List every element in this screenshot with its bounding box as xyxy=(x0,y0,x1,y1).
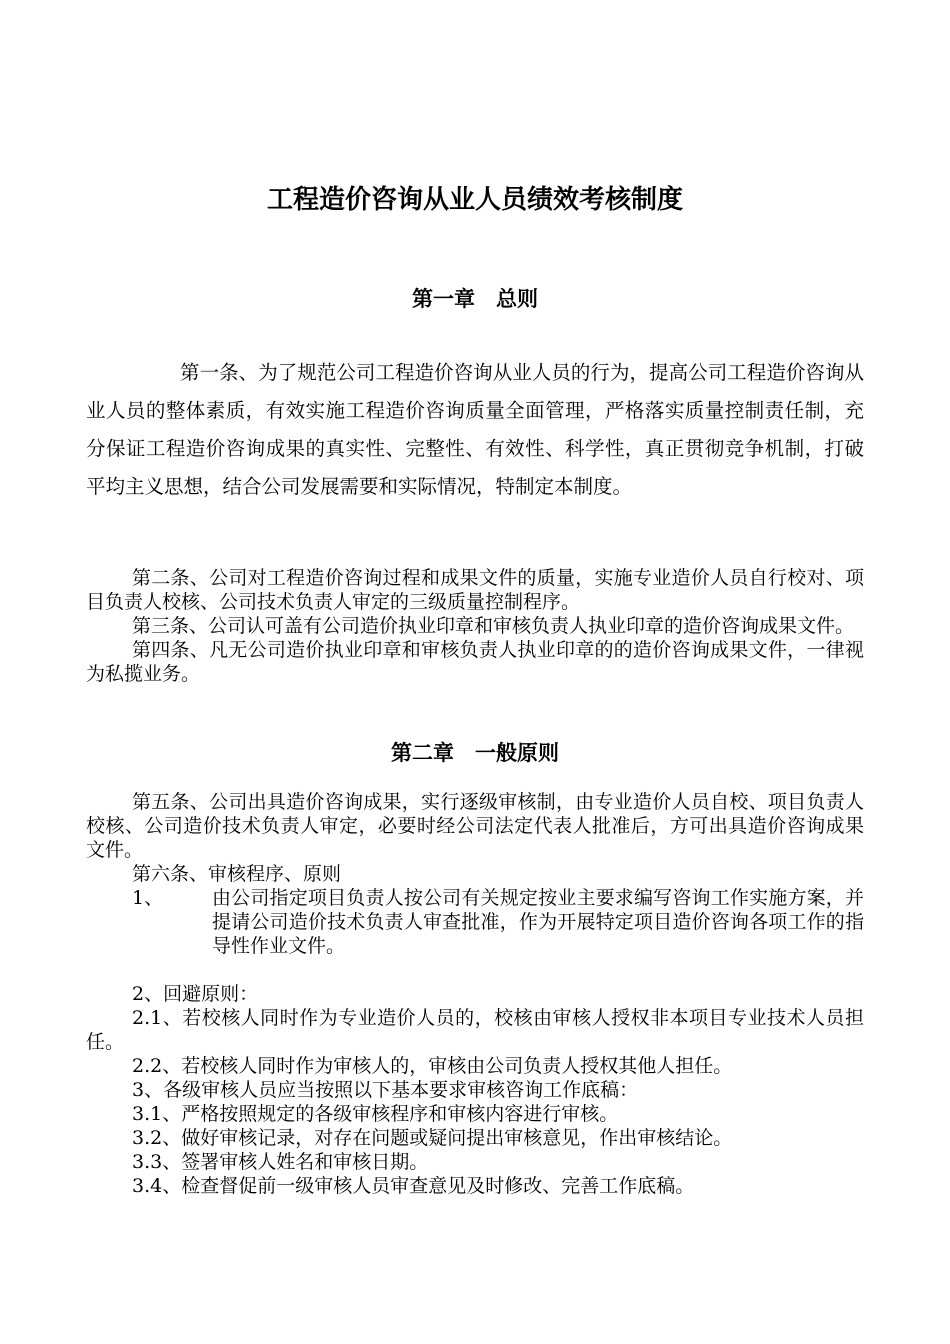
document-title: 工程造价咨询从业人员绩效考核制度 xyxy=(266,185,683,215)
list-item-2: 2、回避原则： xyxy=(132,983,259,1005)
list-item-3-3: 3.3、签署审核人姓名和审核日期。 xyxy=(132,1151,429,1173)
list-item-3-4: 3.4、检查督促前一级审核人员审查意见及时修改、完善工作底稿。 xyxy=(132,1175,695,1197)
list-item-3-2: 3.2、做好审核记录，对存在问题或疑问提出审核意见，作出审核结论。 xyxy=(132,1127,733,1149)
article-2: 第二条、公司对工程造价咨询过程和成果文件的质量，实施专业造价人员自行校对、项目负责人校核、公司技术负责人审定的三级质量控制程序。 xyxy=(86,567,864,613)
chapter-1-articles xyxy=(86,566,864,686)
list-item-1-text: 由公司指定项目负责人按公司有关规定按业主要求编写咨询工作实施方案，并提请公司造价技术负责人审查批准，作为开展特定项目造价咨询各项工作的指导性作业文件。 xyxy=(212,887,864,957)
article-3: 第三条、公司认可盖有公司造价执业印章和审核负责人执业印章的造价咨询成果文件。 xyxy=(132,615,855,637)
list-item-1-number: 1、 xyxy=(132,887,164,909)
article-4: 第四条、凡无公司造价执业印章和审核负责人执业印章的的造价咨询成果文件，一律视为私揽业务。 xyxy=(86,639,864,685)
article-1 xyxy=(86,354,864,506)
list-item-2-2: 2.2、若校核人同时作为审核人的，审核由公司负责人授权其他人担任。 xyxy=(132,1055,733,1077)
list-item-2-1: 2.1、若校核人同时作为专业造价人员的，校核由审核人授权非本项目专业技术人员担任。 xyxy=(86,1007,864,1053)
chapter-2-heading: 第二章 一般原则 xyxy=(391,741,559,765)
chapter-1-heading: 第一章 总则 xyxy=(412,287,538,311)
article-6: 第六条、审核程序、原则 xyxy=(132,863,342,885)
list-item-3-1: 3.1、严格按照规定的各级审核程序和审核内容进行审核。 xyxy=(132,1103,619,1125)
spacer xyxy=(86,958,864,982)
article-1-text: 第一条、为了规范公司工程造价咨询从业人员的行为，提高公司工程造价咨询从业人员的整体素质，有效实施工程造价咨询质量全面管理，严格落实质量控制责任制，充分保证工程造价咨询成果的真实性、完整性、有效性、科学性，真正贯彻竞争机制，打破平均主义思想，结合公司发展需要和实际情况，特制定本制度。 xyxy=(86,361,864,498)
chapter-2-articles xyxy=(86,790,864,1198)
article-5: 第五条、公司出具造价咨询成果，实行逐级审核制，由专业造价人员自校、项目负责人校核、公司造价技术负责人审定，必要时经公司法定代表人批准后，方可出具造价咨询成果文件。 xyxy=(86,791,864,861)
list-item-3: 3、各级审核人员应当按照以下基本要求审核咨询工作底稿： xyxy=(132,1079,639,1101)
list-item-1 xyxy=(86,886,864,958)
